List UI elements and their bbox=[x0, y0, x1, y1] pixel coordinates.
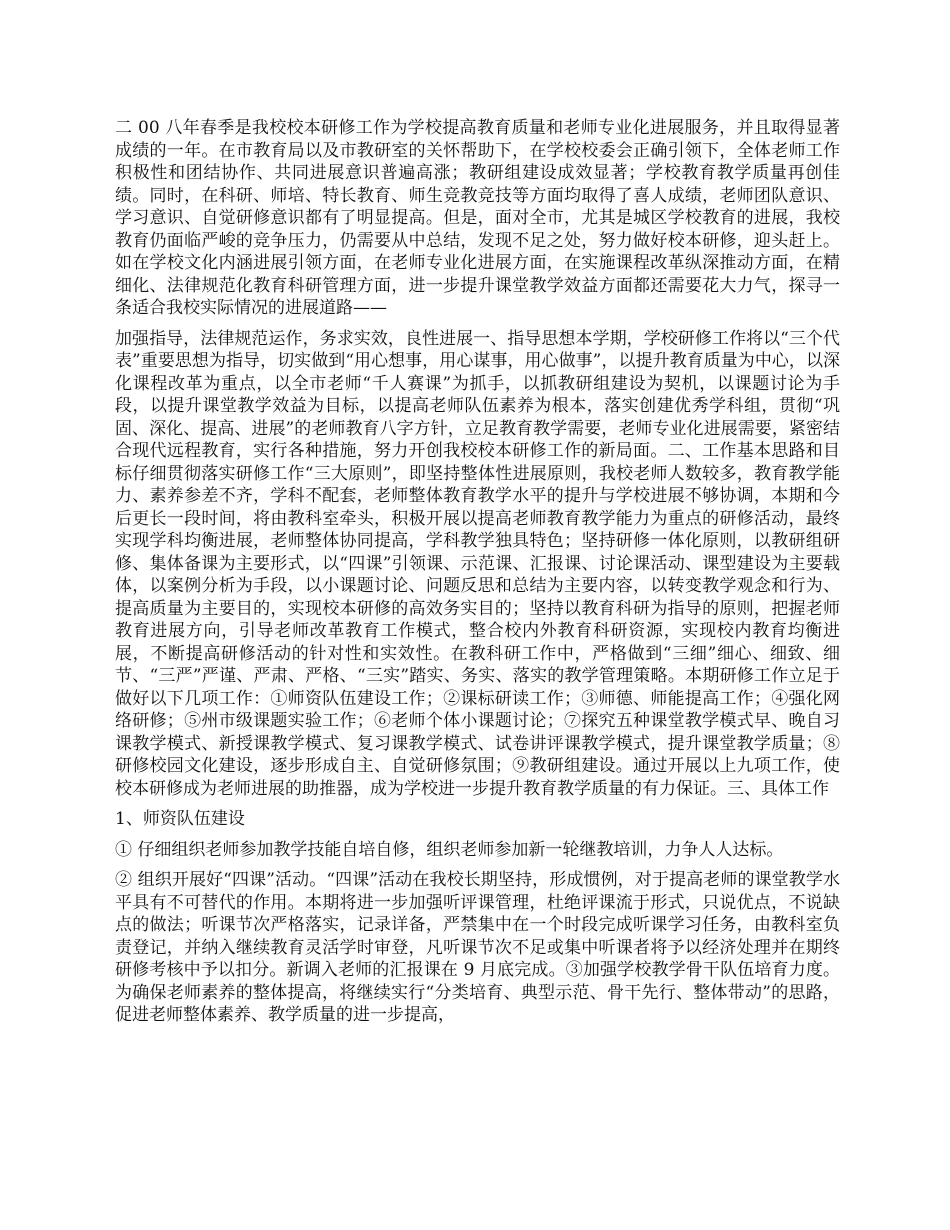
paragraph-item-2: ② 组织开展好“四课”活动。“四课”活动在我校长期坚持，形成惯例，对于提高老师的课堂教学水平具有不可替代的作用。本期将进一步加强听评课管理，杜绝评课流于形式，只说优点，不说缺点的做法；听课节次严格落实，记录详备，严禁集中在一个时段完成听课学习任务，由教科室负责登记，并纳入继续教育灵活学时审登，凡听课节次不足或集中听课者将予以经济处理并在期终研修考核中予以扣分。新调入老师的汇报课在 9 月底完成。③加强学校教学骨干队伍培育力度。为确保老师素养的整体提高，将继续实行“分类培育、典型示范、骨干先行、整体带动”的思路，促进老师整体素养、教学质量的进一步提高， bbox=[115, 870, 840, 1025]
paragraph-guiding-thought: 加强指导，法律规范运作，务求实效，良性进展一、指导思想本学期，学校研修工作将以“三个代表”重要思想为指导，切实做到“用心想事，用心谋事，用心做事”，以提升教育质量为中心，以深化课程改革为重点，以全市老师“千人赛课”为抓手，以抓教研组建设为契机，以课题讨论为手段，以提升课堂教学效益为目标，以提高老师队伍素养为根本，落实创建优秀学科组，贯彻“巩固、深化、提高、进展”的老师教育八字方针，立足教育教学需要，老师专业化进展需要，紧密结合现代远程教育，实行各种措施，努力开创我校校本研修工作的新局面。二、工作基本思路和目标仔细贯彻落实研修工作“三大原则”，即坚持整体性进展原则，我校老师人数较多，教育教学能力、素养参差不齐，学科不配套，老师整体教育教学水平的提升与学校进展不够协调，本期和今后更长一段时间，将由教科室牵头，积极开展以提高老师教育教学能力为重点的研修活动，最终实现学科均衡进展，老师整体协同提高，学科教学独具特色；坚持研修一体化原则，以教研组研修、集体备课为主要形式，以“四课”引领课、示范课、汇报课、讨论课活动、课型建设为主要载体，以案例分析为手段，以小课题讨论、问题反思和总结为主要内容，以转变教学观念和行为、提高质量为主要目的，实现校本研修的高效务实目的；坚持以教育科研为指导的原则，把握老师教育进展方向，引导老师改革教育工作模式，整合校内外教育科研资源，实现校内教育均衡进展，不断提高研修活动的针对性和实效性。在教科研工作中，严格做到“三细”细心、细致、细节、“三严”严谨、严肃、严格、“三实”踏实、务实、落实的教学管理策略。本期研修工作立足于做好以下几项工作：①师资队伍建设工作；②课标研读工作；③师德、师能提高工作；④强化网络研修；⑤州市级课题实验工作；⑥老师个体小课题讨论；⑦探究五种课堂教学模式早、晚自习课教学模式、新授课教学模式、复习课教学模式、试卷讲评课教学模式，提升课堂教学质量；⑧研修校园文化建设，逐步形成自主、自觉研修氛围；⑨教研组建设。通过开展以上九项工作，使校本研修成为老师进展的助推器，成为学校进一步提升教育教学质量的有力保证。三、具体工作 bbox=[115, 328, 840, 799]
document-page bbox=[115, 117, 840, 1035]
paragraph-intro: 二 00 八年春季是我校校本研修工作为学校提高教育质量和老师专业化进展服务，并且取得显著成绩的一年。在市教育局以及市教研室的关怀帮助下，在学校校委会正确引领下，全体老师工作积极性和团结协作、共同进展意识普遍高涨；教研组建设成效显著；学校教育教学质量再创佳绩。同时，在科研、师培、特长教育、师生竞教竞技等方面均取得了喜人成绩，老师团队意识、学习意识、自觉研修意识都有了明显提高。但是，面对全市，尤其是城区学校教育的进展，我校教育仍面临严峻的竞争压力，仍需要从中总结，发现不足之处，努力做好校本研修，迎头赶上。如在学校文化内涵进展引领方面，在老师专业化进展方面，在实施课程改革纵深推动方面，在精细化、法律规范化教育科研管理方面，进一步提升课堂教学效益方面都还需要花大力气，探寻一条适合我校实际情况的进展道路—— bbox=[115, 118, 840, 318]
paragraph-item-1: ① 仔细组织老师参加教学技能自培自修，组织老师参加新一轮继教培训，力争人人达标。 bbox=[115, 839, 784, 860]
section-heading-teacher-team: 1、师资队伍建设 bbox=[115, 809, 245, 829]
